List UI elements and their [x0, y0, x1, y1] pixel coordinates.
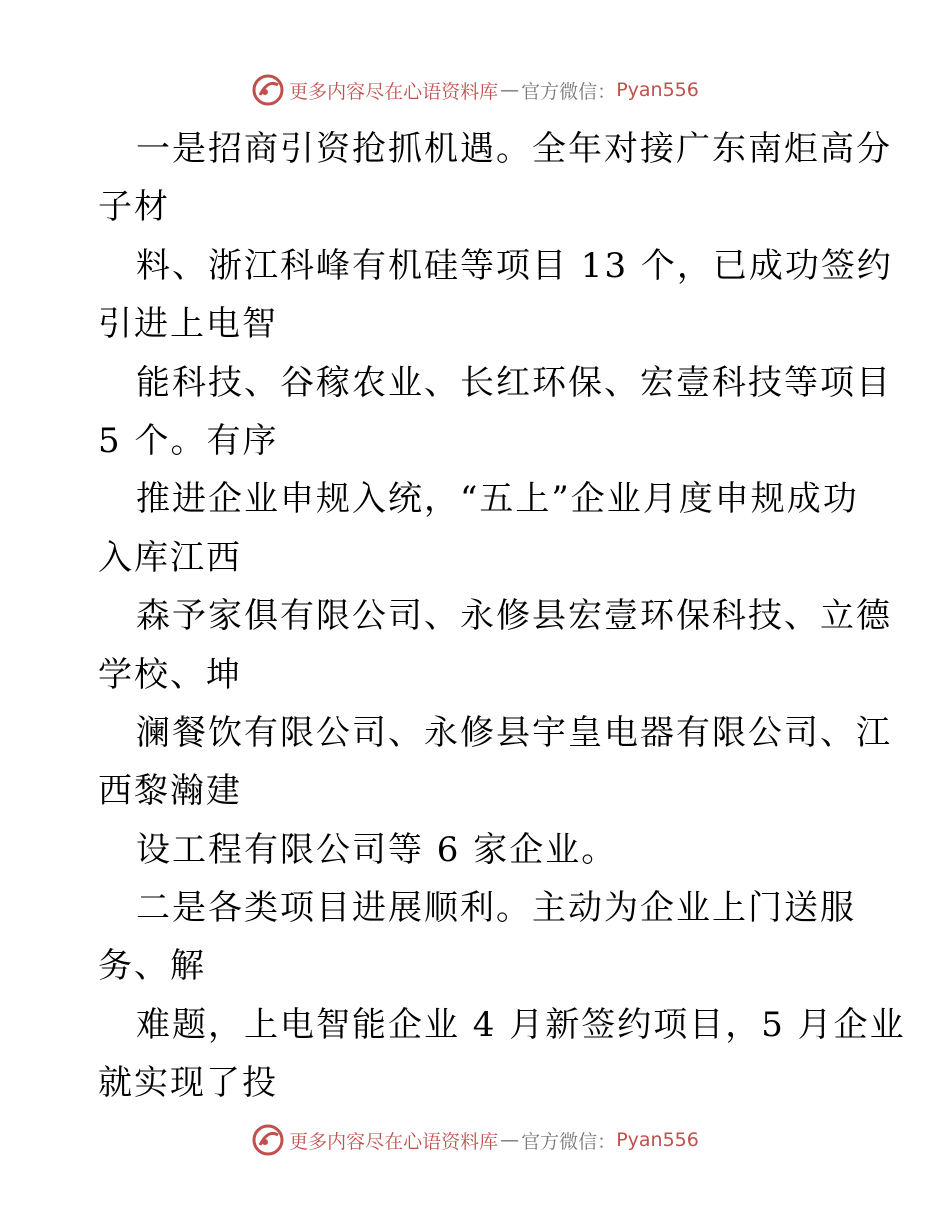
- watermark-text: 更多内容尽在心语资料库: [289, 80, 499, 103]
- text-line: 森予家俱有限公司、永修县宏壹环保科技、立德: [136, 596, 892, 637]
- text-line: 难题，上电智能企业 4 月新签约项目，5 月企业: [136, 1004, 906, 1045]
- text-line: 5 个。有序: [98, 420, 279, 461]
- text-line: 二是各类项目进展顺利。主动为企业上门送服: [136, 888, 856, 929]
- text-line: 子材: [98, 187, 170, 228]
- text-line: 澜餐饮有限公司、永修县宇皇电器有限公司、江: [136, 712, 892, 753]
- text-line: 西黎瀚建: [98, 771, 242, 812]
- text-line: 料、浙江科峰有机硅等项目 13 个，已成功签约: [136, 245, 893, 286]
- text-line: 学校、坤: [98, 654, 242, 695]
- text-line: 务、解: [98, 946, 206, 987]
- logo-icon: [251, 1123, 285, 1157]
- text-line: 引进上电智: [98, 304, 278, 345]
- watermark-header: [0, 70, 950, 110]
- text-line: 就实现了投: [98, 1063, 278, 1104]
- text-line: 一是招商引资抢抓机遇。全年对接广东南炬高分: [136, 129, 892, 169]
- text-line: 设工程有限公司等 6 家企业。: [136, 829, 618, 870]
- text-line: 能科技、谷稼农业、长红环保、宏壹科技等项目: [136, 362, 892, 403]
- watermark-contact-label: 官方微信：: [521, 80, 617, 103]
- watermark-contact-label: 官方微信：: [521, 1130, 617, 1153]
- watermark-contact-id: Pyan556: [616, 79, 699, 101]
- watermark-footer: [0, 1120, 950, 1160]
- watermark-text: 更多内容尽在心语资料库: [289, 1130, 499, 1153]
- watermark-contact-id: Pyan556: [616, 1129, 699, 1151]
- document-body: [98, 120, 906, 1113]
- watermark-separator: —: [500, 1129, 520, 1151]
- logo-icon: [251, 73, 285, 107]
- watermark-separator: —: [500, 79, 520, 101]
- text-line: 入库江西: [98, 537, 242, 578]
- text-line: 推进企业申规入统，“五上”企业月度申规成功: [136, 479, 859, 520]
